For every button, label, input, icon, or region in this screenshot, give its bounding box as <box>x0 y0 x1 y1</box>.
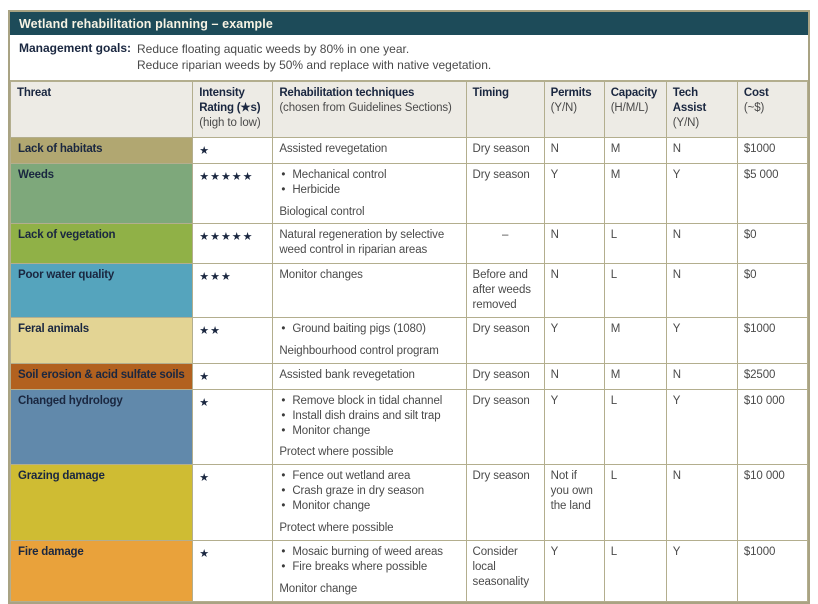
cost-cell: $0 <box>737 224 807 264</box>
permits-cell: N <box>544 364 604 389</box>
technique-bullet-item: • Monitor change <box>281 500 371 513</box>
table-title-bar <box>10 12 808 36</box>
techniques-cell <box>273 364 466 389</box>
table-row <box>11 364 808 389</box>
threat-cell: Changed hydrology <box>11 389 193 465</box>
col-header-intensity: Intensity Rating (★s) (high to low) <box>193 82 273 138</box>
intensity-stars: ★ <box>193 138 273 163</box>
techniques-cell <box>273 163 466 224</box>
technique-text: Natural regeneration by selective weed control in riparian areas <box>279 229 445 257</box>
techniques-cell <box>273 465 466 541</box>
technique-bullet-item: • Fence out wetland area <box>281 470 411 483</box>
intensity-stars: ★ <box>193 465 273 541</box>
wetland-planning-table <box>8 10 810 604</box>
threat-table <box>10 81 808 602</box>
technique-bullet-item: • Mechanical control <box>281 168 387 181</box>
intensity-stars: ★ <box>193 389 273 465</box>
threat-cell: Lack of habitats <box>11 138 193 163</box>
technique-bullet-item: • Remove block in tidal channel <box>281 394 443 407</box>
table-row <box>11 163 808 224</box>
bullet-icon: • <box>281 500 286 513</box>
timing-cell: – <box>466 224 544 264</box>
cost-cell: $10 000 <box>737 389 807 465</box>
threat-cell: Poor water quality <box>11 264 193 318</box>
cost-cell: $10 000 <box>737 465 807 541</box>
techniques-cell <box>273 224 466 264</box>
intensity-stars: ★ <box>193 541 273 602</box>
technique-bullet-item: • Fire breaks where possible <box>281 561 428 574</box>
technique-bullet-item: • Install dish drains and silt trap <box>281 409 441 422</box>
tech-assist-cell: N <box>666 224 737 264</box>
timing-cell: Dry season <box>466 138 544 163</box>
intensity-stars: ★★ <box>193 318 273 364</box>
technique-text: Protect where possible <box>279 446 394 459</box>
technique-text: Assisted bank revegetation <box>279 369 415 382</box>
cost-cell: $2500 <box>737 364 807 389</box>
techniques-cell <box>273 264 466 318</box>
goal-line-2: Reduce riparian weeds by 50% and replace with native vegetation. <box>137 58 492 73</box>
permits-cell: Y <box>544 163 604 224</box>
technique-text: Monitor change <box>279 583 358 596</box>
permits-cell: N <box>544 138 604 163</box>
capacity-cell: M <box>604 318 666 364</box>
technique-bullet-item: • Monitor change <box>281 424 371 437</box>
technique-bullet-item: • Ground baiting pigs (1080) <box>281 323 426 336</box>
timing-cell: Dry season <box>466 163 544 224</box>
intensity-stars: ★★★★★ <box>193 224 273 264</box>
permits-cell: Y <box>544 389 604 465</box>
intensity-stars: ★ <box>193 364 273 389</box>
timing-cell: Dry season <box>466 318 544 364</box>
cost-cell: $5 000 <box>737 163 807 224</box>
cost-cell: $1000 <box>737 318 807 364</box>
table-row <box>11 318 808 364</box>
timing-cell: Dry season <box>466 389 544 465</box>
threat-cell: Feral animals <box>11 318 193 364</box>
tech-assist-cell: Y <box>666 389 737 465</box>
bullet-icon: • <box>281 183 286 196</box>
tech-assist-cell: N <box>666 138 737 163</box>
capacity-cell: L <box>604 541 666 602</box>
table-row <box>11 389 808 465</box>
capacity-cell: M <box>604 138 666 163</box>
timing-cell: Dry season <box>466 465 544 541</box>
tech-assist-cell: N <box>666 465 737 541</box>
tech-assist-cell: Y <box>666 318 737 364</box>
intensity-stars: ★★★ <box>193 264 273 318</box>
threat-cell: Fire damage <box>11 541 193 602</box>
timing-cell: Dry season <box>466 364 544 389</box>
techniques-cell <box>273 318 466 364</box>
col-header-cost: Cost (~$) <box>737 82 807 138</box>
bullet-icon: • <box>281 424 286 437</box>
threat-cell: Lack of vegetation <box>11 224 193 264</box>
header-row <box>11 82 808 138</box>
technique-text: Neighbourhood control program <box>279 345 439 358</box>
capacity-cell: L <box>604 264 666 318</box>
technique-text: Biological control <box>279 205 365 218</box>
tech-assist-cell: Y <box>666 163 737 224</box>
permits-cell: Not if you own the land <box>544 465 604 541</box>
table-row <box>11 465 808 541</box>
permits-cell: N <box>544 224 604 264</box>
capacity-cell: L <box>604 389 666 465</box>
techniques-cell <box>273 389 466 465</box>
management-goals-row <box>10 36 808 81</box>
bullet-icon: • <box>281 409 286 422</box>
capacity-cell: M <box>604 364 666 389</box>
technique-bullet-item: • Herbicide <box>281 183 340 196</box>
threat-cell: Soil erosion & acid sulfate soils <box>11 364 193 389</box>
technique-text: Monitor changes <box>279 269 363 282</box>
capacity-cell: L <box>604 224 666 264</box>
techniques-cell <box>273 138 466 163</box>
cost-cell: $0 <box>737 264 807 318</box>
threat-cell: Grazing damage <box>11 465 193 541</box>
management-goals-text <box>137 41 491 73</box>
bullet-icon: • <box>281 485 286 498</box>
capacity-cell: L <box>604 465 666 541</box>
bullet-icon: • <box>281 168 286 181</box>
tech-assist-cell: Y <box>666 541 737 602</box>
cost-cell: $1000 <box>737 541 807 602</box>
threat-cell: Weeds <box>11 163 193 224</box>
permits-cell: Y <box>544 541 604 602</box>
table-row <box>11 224 808 264</box>
cost-cell: $1000 <box>737 138 807 163</box>
permits-cell: N <box>544 264 604 318</box>
permits-cell: Y <box>544 318 604 364</box>
col-header-tech-assist: Tech Assist (Y/N) <box>666 82 737 138</box>
technique-text: Protect where possible <box>279 522 394 535</box>
timing-cell: Before and after weeds removed <box>466 264 544 318</box>
tech-assist-cell: N <box>666 364 737 389</box>
bullet-icon: • <box>281 546 286 559</box>
table-row <box>11 138 808 163</box>
techniques-cell <box>273 541 466 602</box>
col-header-capacity: Capacity (H/M/L) <box>604 82 666 138</box>
capacity-cell: M <box>604 163 666 224</box>
bullet-icon: • <box>281 561 286 574</box>
tech-assist-cell: N <box>666 264 737 318</box>
col-header-permits: Permits (Y/N) <box>544 82 604 138</box>
col-header-techniques: Rehabilitation techniques (chosen from Guidelines Sections) <box>273 82 466 138</box>
technique-bullet-item: • Mosaic burning of weed areas <box>281 546 443 559</box>
bullet-icon: • <box>281 323 286 336</box>
table-row <box>11 264 808 318</box>
bullet-icon: • <box>281 394 286 407</box>
col-header-timing: Timing <box>466 82 544 138</box>
management-goals-label: Management goals: <box>19 41 132 55</box>
bullet-icon: • <box>281 470 286 483</box>
goal-line-1: Reduce floating aquatic weeds by 80% in one year. <box>137 42 410 56</box>
page-title: Wetland rehabilitation planning – example <box>19 16 273 31</box>
col-header-threat: Threat <box>11 82 193 138</box>
table-row <box>11 541 808 602</box>
timing-cell: Consider local seasonality <box>466 541 544 602</box>
intensity-stars: ★★★★★ <box>193 163 273 224</box>
technique-text: Assisted revegetation <box>279 143 388 156</box>
technique-bullet-item: • Crash graze in dry season <box>281 485 425 498</box>
